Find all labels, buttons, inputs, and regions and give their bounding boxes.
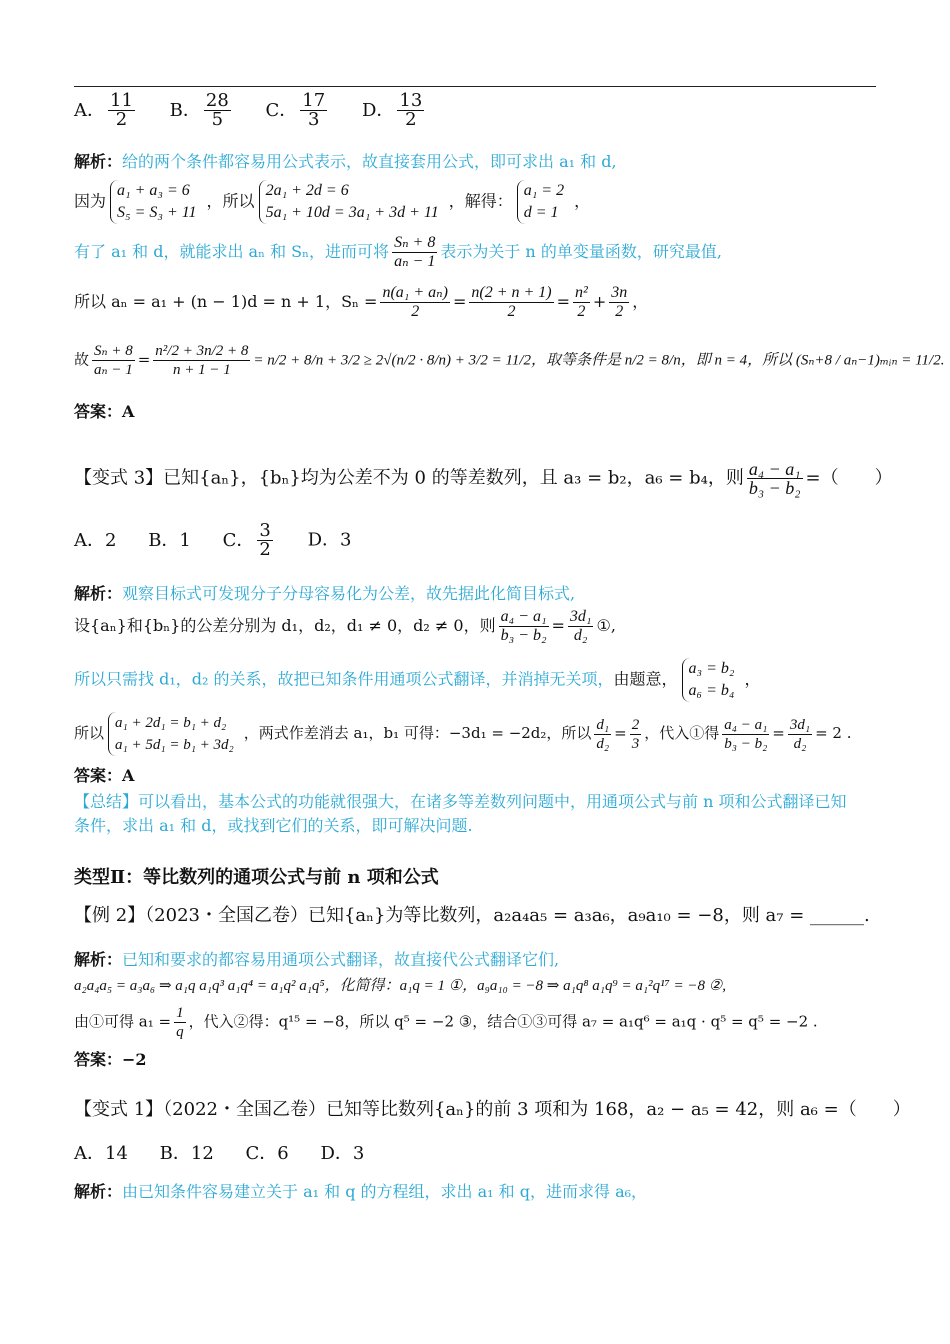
v1-option-d: D．3: [320, 1143, 365, 1164]
s1-line2: 因为 a₁ + a₃ = 6 S₅ = S₃ + 11 ，所以 2a₁ + 2d = 6 5a₁ + 10d = 3a₁ + 3d + 11 ，解得： a₁ = 2 d = 1 ，: [74, 180, 590, 224]
v1-title: 【变式 1】（2022・全国乙卷）已知等比数列{aₙ}的前 3 项和为 168，a₂ − a₅ = 42，则 a₆ =（ ）: [74, 1099, 911, 1120]
v3-option-b: B．1: [148, 529, 191, 551]
ex2-title: 【例 2】（2023・全国乙卷）已知{aₙ}为等比数列，a₂a₄a₅ = a₃a₆，a₉a₁₀ = −8，则 a₇ = ______.: [74, 905, 870, 926]
ex2-answer: 答案：−2: [74, 1050, 147, 1069]
v3-option-a: A．2: [74, 529, 117, 551]
v3-title: 【变式 3】已知{aₙ}，{bₙ}均为公差不为 0 的等差数列，且 a₃ = b₂，a₆ = b₄，则 $\frac{\text{a₄ − a₁}}{\text{b₃ − b₂}}$ =（ ）: [74, 459, 893, 498]
v3-line1: 解析：观察目标式可发现分子分母容易化为公差，故先据此化简目标式,: [74, 584, 576, 603]
ex2-line3: 由①可得 a₁ = $\frac{1}{q}$ ，代入②得：q¹⁵ = −8，所以 q⁵ = −2 ③，结合①③可得 a₇ = a₁q⁶ = a₁q · q⁵ = q⁵ = −2 .: [74, 1005, 818, 1040]
v3-line2: 设{aₙ}和{bₙ}的公差分别为 d₁，d₂，d₁ ≠ 0，d₂ ≠ 0，则 $\frac{\text{a₄ − a₁}}{\text{b₃ − b₂}}$ = $\frac{\text{3d₁}}{\text{d₂}}$ ①,: [74, 608, 616, 644]
v1-option-a: A．14: [74, 1143, 128, 1164]
v3-summary-line1: 【总结】可以看出，基本公式的功能就很强大，在诸多等差数列问题中，用通项公式与前 n 项和公式翻译已知: [74, 792, 847, 811]
v3-line3: 所以只需找 d₁，d₂ 的关系，故把已知条件用通项公式翻译，并消掉无关项，由题意， a₃ = b₂ a₆ = b₄ ，: [74, 658, 760, 702]
s1-line1: 解析：给的两个条件都容易用公式表示，故直接套用公式，即可求出 a₁ 和 d,: [74, 152, 617, 171]
option-d: D． $\frac{13}{2}$: [361, 90, 423, 130]
v1-option-b: B．12: [159, 1143, 214, 1164]
top-rule: [74, 86, 876, 87]
v3-option-d: D．3: [307, 529, 352, 551]
s1-line4: 所以 aₙ = a₁ + (n − 1)d = n + 1，Sₙ = $\frac{\text{n(a₁ + aₙ)}}{2}$ = $\frac{n(2 + n + 1)}{2}$ = $\frac{\text{n²}}{2}$ + $\frac{3n}{2}$ ，: [74, 284, 649, 320]
v3-summary-line2: 条件，求出 a₁ 和 d，或找到它们的关系，即可解决问题.: [74, 816, 473, 835]
v3-option-c: C． $\frac{3}{2}$: [222, 520, 271, 560]
s1-answer: 答案：A: [74, 402, 135, 421]
v3-options: [74, 522, 351, 559]
v1-option-c: C．6: [245, 1143, 289, 1164]
ex2-line2: a₂a₄a₅ = a₃a₆ ⇒ a₁q a₁q³ a₁q⁴ = a₁q² a₁q⁵，化简得：a₁q = 1 ①，a₉a₁₀ = −8 ⇒ a₁q⁸ a₁q⁹ = a₁²q¹⁷ = −8 ②,: [74, 978, 726, 994]
ex2-line1: 解析：已知和要求的都容易用通项公式翻译，故直接代公式翻译它们,: [74, 950, 560, 969]
v3-line4: 所以 a₁ + 2d₁ = b₁ + d₂ a₁ + 5d₁ = b₁ + 3d₂ ，两式作差消去 a₁，b₁ 可得：−3d₁ = −2d₂，所以 $\frac{\text{d₁}}{\text{d₂}}$ = $\frac{2}{3}$ ，代入①得 $\frac{\text{a₄ − a₁}}{\text{b₃ − b₂}}$ = $\frac{\text{3d₁}}{\text{d₂}}$ = 2 .: [74, 712, 852, 756]
v1-line1: 解析：由已知条件容易建立关于 a₁ 和 q 的方程组，求出 a₁ 和 q，进而求得 a₆，: [74, 1182, 648, 1201]
type2-heading: 类型Ⅱ：等比数列的通项公式与前 n 项和公式: [74, 867, 439, 888]
v3-answer: 答案：A: [74, 766, 135, 785]
s1-line5: 故 $\frac{\text{Sₙ + 8}}{\text{aₙ − 1}}$ = $\frac{\text{n²/2 + 3n/2 + 8}}{n + 1 - 1}$ = n/2 + 8/n + 3/2 ≥ 2√(n/2 · 8/n) + 3/2 = 11/2，取等条件是 n/2 = 8/n，即 n = 4，所以 (Sₙ+8 / aₙ−1)ₘᵢₙ = 11/2.: [74, 343, 945, 378]
option-c: C． $\frac{17}{3}$: [265, 90, 326, 130]
prev-options: [74, 92, 427, 129]
option-b: B． $\frac{28}{5}$: [169, 90, 229, 130]
option-a: A． $\frac{11}{2}$: [74, 90, 133, 130]
v1-options: [74, 1144, 364, 1164]
s1-line3: 有了 a₁ 和 d，就能求出 aₙ 和 Sₙ，进而可将 $\frac{\text{Sₙ + 8}}{\text{aₙ − 1}}$ 表示为关于 n 的单变量函数，研究最值,: [74, 234, 722, 270]
